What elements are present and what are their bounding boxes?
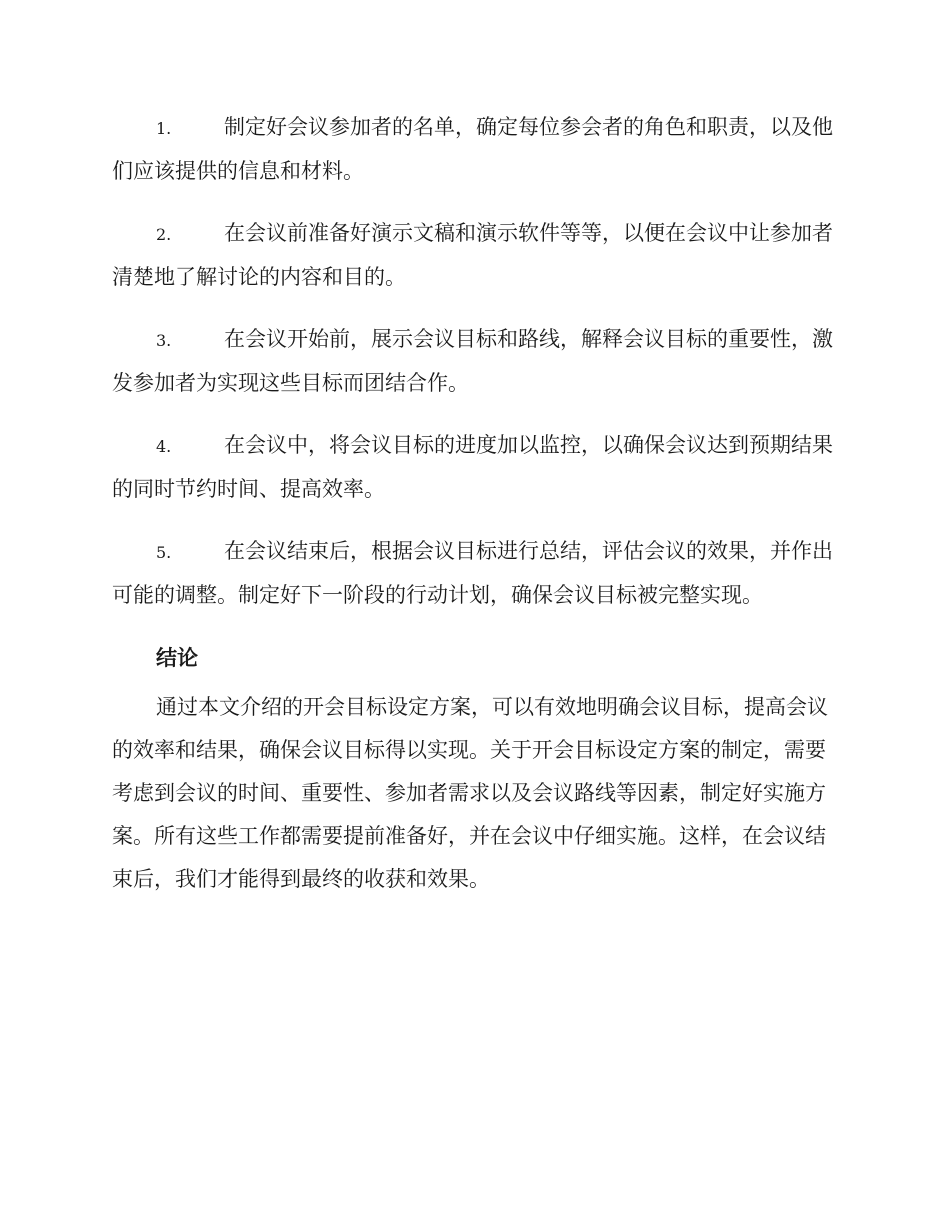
list-item: [112, 318, 836, 405]
list-item-text: 在会议开始前，展示会议目标和路线，解释会议目标的重要性，激发参加者为实现这些目标而团结合作。: [112, 327, 833, 395]
list-item-text: 在会议结束后，根据会议目标进行总结，评估会议的效果，并作出可能的调整。制定好下一阶段的行动计划，确保会议目标被完整实现。: [112, 539, 833, 607]
list-number: 3.: [156, 331, 172, 350]
list-number: 5.: [156, 543, 172, 562]
list-item-paragraph: [112, 530, 836, 617]
list-item-text: 制定好会议参加者的名单，确定每位参会者的角色和职责，以及他们应该提供的信息和材料。: [112, 115, 833, 183]
list-number: 4.: [156, 437, 172, 456]
list-item: [112, 530, 836, 617]
conclusion-heading: 结论: [156, 645, 198, 670]
list-item-paragraph: [112, 318, 836, 405]
list-number: 2.: [156, 225, 172, 244]
list-item: [112, 212, 836, 299]
list-item-text: 在会议中，将会议目标的进度加以监控，以确保会议达到预期结果的同时节约时间、提高效率。: [112, 433, 833, 501]
list-item-paragraph: [112, 424, 836, 511]
list-item-paragraph: [112, 212, 836, 299]
list-item-paragraph: [112, 106, 836, 193]
list-item: [112, 106, 836, 193]
list-item: [112, 424, 836, 511]
list-number: 1.: [156, 119, 172, 138]
document-content: [112, 106, 836, 901]
list-item-text: 在会议前准备好演示文稿和演示软件等等，以便在会议中让参加者清楚地了解讨论的内容和目的。: [112, 221, 833, 289]
conclusion-paragraph: 通过本文介绍的开会目标设定方案，可以有效地明确会议目标，提高会议的效率和结果，确保会议目标得以实现。关于开会目标设定方案的制定，需要考虑到会议的时间、重要性、参加者需求以及会议路线等因素，制定好实施方案。所有这些工作都需要提前准备好，并在会议中仔细实施。这样，在会议结束后，我们才能得到最终的收获和效果。: [112, 695, 828, 891]
